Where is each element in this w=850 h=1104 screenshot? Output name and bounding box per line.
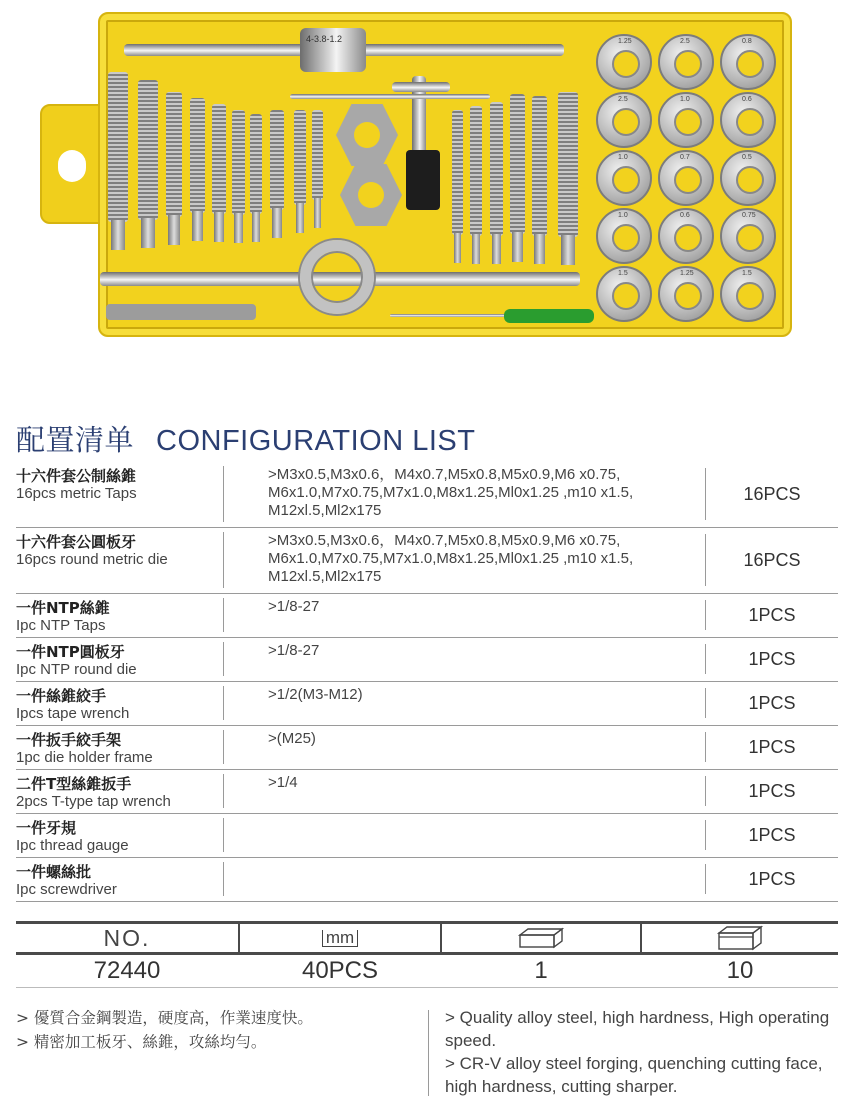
tap	[452, 110, 463, 235]
tap	[212, 104, 226, 214]
config-row	[16, 682, 838, 726]
die-size-label: 0.8	[742, 38, 752, 45]
round-die	[658, 34, 714, 90]
die-size-label: 0.5	[742, 154, 752, 161]
item-quantity: 1PCS	[705, 864, 838, 894]
item-name	[16, 731, 221, 766]
screwdriver-shaft	[390, 314, 510, 317]
item-name-cn: 一件NTP絲錐	[16, 599, 110, 617]
model-cell	[16, 921, 238, 987]
item-name-en: Ipc screwdriver	[16, 881, 117, 898]
configuration-list-title	[16, 418, 475, 459]
tap-wrench-body	[300, 28, 366, 72]
config-row	[16, 528, 838, 594]
hang-hole	[58, 150, 86, 182]
item-name-en: Ipc NTP Taps	[16, 617, 106, 634]
item-name	[16, 599, 221, 634]
die-holder-ring	[300, 240, 374, 314]
inner-box-cell	[442, 921, 640, 987]
item-spec	[223, 818, 707, 852]
tap	[294, 110, 306, 205]
carton-icon	[717, 925, 763, 951]
die-size-label: 2.5	[680, 38, 690, 45]
die-size-label: 2.5	[618, 96, 628, 103]
item-name-cn: 一件螺絲批	[16, 863, 92, 881]
pieces-cell	[240, 921, 440, 987]
title-cn: 配置清单	[16, 423, 135, 457]
strip-bottom-rule	[16, 987, 838, 988]
item-quantity: 1PCS	[705, 820, 838, 850]
model-number: 72440	[93, 957, 161, 984]
item-name-en: Ipc thread gauge	[16, 837, 129, 854]
item-name-cn: 十六件套公圓板牙	[16, 533, 137, 551]
round-die	[658, 266, 714, 322]
item-quantity: 16PCS	[705, 468, 838, 520]
item-spec	[223, 686, 707, 720]
tap	[138, 80, 158, 220]
piece-count: 40PCS	[301, 957, 379, 984]
item-name-cn: 二件T型絲錐扳手	[16, 775, 132, 793]
item-name	[16, 863, 221, 898]
item-name-cn: 一件牙規	[16, 819, 77, 837]
packing-spec-strip	[16, 921, 838, 987]
tap	[510, 94, 525, 234]
tap	[232, 110, 245, 215]
item-name-en: Ipc NTP round die	[16, 661, 137, 678]
hex-die	[336, 104, 398, 166]
case-hanger-tab	[40, 104, 106, 224]
config-row	[16, 594, 838, 638]
item-spec	[223, 466, 707, 522]
die-size-label: 0.7	[680, 154, 690, 161]
item-name	[16, 687, 221, 722]
tap	[166, 92, 182, 217]
item-name-cn: 一件絲錐絞手	[16, 687, 107, 705]
item-spec	[223, 532, 707, 588]
spec-line: >1/8-27	[268, 642, 320, 659]
carton-quantity: 10	[726, 957, 754, 984]
tap	[470, 106, 482, 236]
mm-icon: mm	[322, 930, 358, 947]
feature-en-2: > CR-V alloy steel forging, quenching cutting face, high hardness, cutting sharper.	[445, 1054, 823, 1096]
round-die	[658, 92, 714, 148]
feature-cn-2: > 精密加工板牙、絲錐，攻絲均勻。	[16, 1033, 267, 1051]
round-die	[720, 150, 776, 206]
pin-rod	[290, 94, 490, 99]
tap	[532, 96, 547, 236]
item-quantity: 1PCS	[705, 776, 838, 806]
hex-die	[340, 164, 402, 226]
features-chinese	[16, 1006, 313, 1054]
config-row	[16, 814, 838, 858]
round-die	[596, 34, 652, 90]
no-label: NO.	[103, 924, 151, 951]
round-die	[720, 266, 776, 322]
tap	[108, 72, 128, 222]
item-name-en: 2pcs T-type tap wrench	[16, 793, 171, 810]
tap	[190, 98, 205, 213]
configuration-table	[16, 462, 838, 902]
die-size-label: 0.75	[742, 212, 756, 219]
features-divider	[428, 1010, 429, 1096]
inner-quantity: 1	[534, 957, 548, 984]
carton-cell	[642, 921, 838, 987]
die-size-label: 0.6	[742, 96, 752, 103]
round-die	[720, 208, 776, 264]
item-name	[16, 819, 221, 854]
item-name-en: Ipcs tape wrench	[16, 705, 130, 722]
config-row	[16, 858, 838, 902]
spec-line: >M3x0.5,M3x0.6，M4x0.7,M5x0.8,M5x0.9,M6 x0.75,	[268, 466, 621, 483]
item-quantity: 1PCS	[705, 732, 838, 762]
item-name	[16, 467, 221, 502]
spec-line: >(M25)	[268, 730, 316, 747]
round-die	[720, 34, 776, 90]
spec-line: >1/2(M3-M12)	[268, 686, 363, 703]
round-die	[658, 150, 714, 206]
item-spec	[223, 730, 707, 764]
item-quantity: 1PCS	[705, 688, 838, 718]
die-size-label: 1.5	[742, 270, 752, 277]
item-name	[16, 643, 221, 678]
item-quantity: 1PCS	[705, 600, 838, 630]
round-die	[596, 150, 652, 206]
tap	[558, 92, 578, 237]
feature-cn-1: > 優質合金鋼製造，硬度高，作業速度快。	[16, 1009, 313, 1027]
item-name	[16, 533, 221, 568]
config-row	[16, 462, 838, 528]
spec-line: M12xl.5,Ml2x175	[268, 502, 382, 519]
die-size-label: 1.0	[618, 154, 628, 161]
die-size-label: 1.0	[618, 212, 628, 219]
tap	[490, 102, 503, 236]
item-name-cn: 一件NTP圓板牙	[16, 643, 125, 661]
round-die	[720, 92, 776, 148]
item-name-en: 1pc die holder frame	[16, 749, 153, 766]
thread-gauge	[106, 304, 256, 320]
item-name	[16, 775, 221, 810]
die-size-label: 1.5	[618, 270, 628, 277]
spec-line: >1/4	[268, 774, 298, 791]
features-english	[445, 1006, 840, 1098]
spec-line: M12xl.5,Ml2x175	[268, 568, 382, 585]
item-spec	[223, 642, 707, 676]
item-spec	[223, 774, 707, 808]
product-photo	[40, 12, 792, 337]
tap	[312, 110, 323, 200]
item-name-en: 16pcs metric Taps	[16, 485, 137, 502]
die-size-label: 1.25	[680, 270, 694, 277]
item-spec	[223, 862, 707, 896]
tap-wrench-label: 4-3.8-1.2	[306, 34, 343, 44]
tap	[270, 110, 284, 210]
t-handle-cross	[392, 82, 450, 92]
item-name-en: 16pcs round metric die	[16, 551, 168, 568]
item-quantity: 16PCS	[705, 534, 838, 586]
item-spec	[223, 598, 707, 632]
round-die	[596, 208, 652, 264]
round-die	[658, 208, 714, 264]
chuck-handle	[406, 150, 440, 210]
item-name-cn: 十六件套公制絲錐	[16, 467, 137, 485]
config-row	[16, 770, 838, 814]
spec-line: >M3x0.5,M3x0.6，M4x0.7,M5x0.8,M5x0.9,M6 x0.75,	[268, 532, 621, 549]
die-size-label: 1.25	[618, 38, 632, 45]
round-die	[596, 266, 652, 322]
round-die	[596, 92, 652, 148]
title-en: CONFIGURATION LIST	[156, 425, 476, 457]
yellow-tool-case	[98, 12, 792, 337]
tap	[250, 114, 262, 214]
spec-line: M6x1.0,M7x0.75,M7x1.0,M8x1.25,Ml0x1.25 ,m10 x1.5,	[268, 550, 634, 567]
die-size-label: 0.6	[680, 212, 690, 219]
config-row	[16, 638, 838, 682]
single-box-icon	[518, 927, 564, 949]
spec-line: M6x1.0,M7x0.75,M7x1.0,M8x1.25,Ml0x1.25 ,m10 x1.5,	[268, 484, 634, 501]
spec-line: >1/8-27	[268, 598, 320, 615]
feature-en-1: > Quality alloy steel, high hardness, High operating speed.	[445, 1008, 830, 1050]
config-row	[16, 726, 838, 770]
die-size-label: 1.0	[680, 96, 690, 103]
item-name-cn: 一件扳手絞手架	[16, 731, 122, 749]
screwdriver-handle	[504, 309, 594, 323]
item-quantity: 1PCS	[705, 644, 838, 674]
